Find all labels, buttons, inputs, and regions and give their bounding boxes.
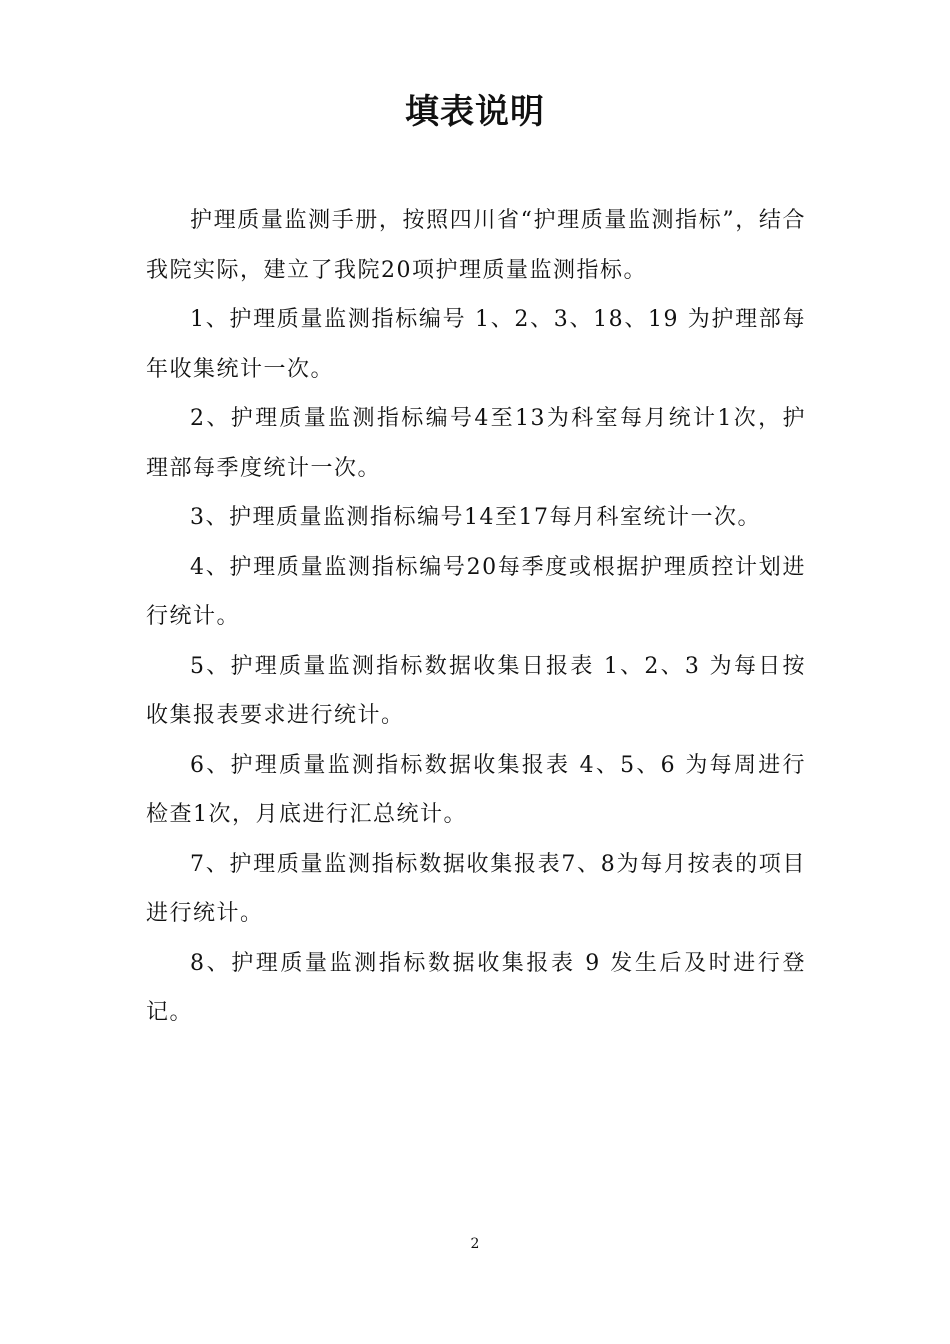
page-number: 2 xyxy=(470,1236,480,1252)
page-title: 填表说明 xyxy=(405,92,545,132)
intro-paragraph: 护理质量监测手册，按照四川省“护理质量监测指标”，结合我院实际，建立了我院20项护理质量监测指标。 xyxy=(146,208,806,283)
instruction-item-8: 8、护理质量监测指标数据收集报表 9 发生后及时进行登记。 xyxy=(146,950,806,1025)
instruction-item-4: 4、护理质量监测指标编号20每季度或根据护理质控计划进行统计。 xyxy=(146,554,806,629)
document-body xyxy=(146,196,806,1038)
instruction-item-6: 6、护理质量监测指标数据收集报表 4、5、6 为每周进行检查1次，月底进行汇总统计。 xyxy=(146,752,806,827)
instruction-item-5: 5、护理质量监测指标数据收集日报表 1、2、3 为每日按收集报表要求进行统计。 xyxy=(146,653,806,728)
instruction-item-7: 7、护理质量监测指标数据收集报表7、8为每月按表的项目进行统计。 xyxy=(146,851,806,926)
instruction-item-2: 2、护理质量监测指标编号4至13为科室每月统计1次，护理部每季度统计一次。 xyxy=(146,406,806,481)
instruction-item-3: 3、护理质量监测指标编号14至17每月科室统计一次。 xyxy=(190,505,761,530)
instruction-item-1: 1、护理质量监测指标编号 1、2、3、18、19 为护理部每年收集统计一次。 xyxy=(146,307,806,382)
